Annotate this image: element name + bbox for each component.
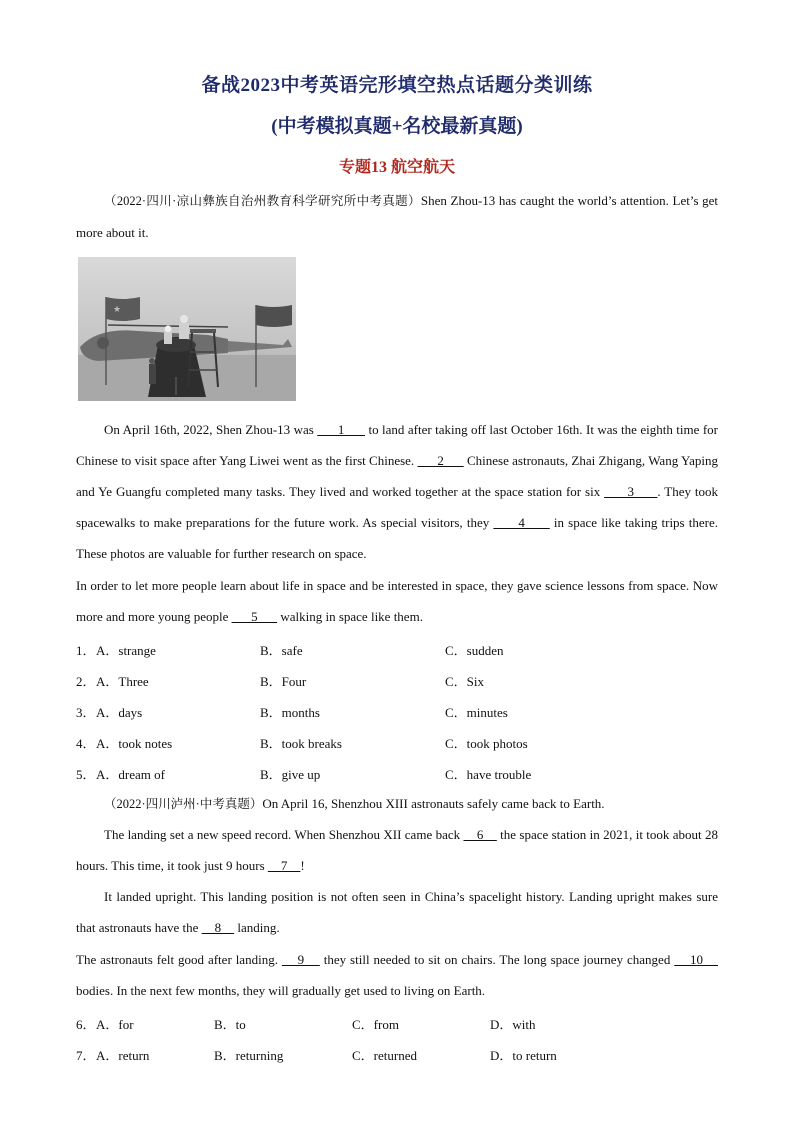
option-4b[interactable]: B．took breaks xyxy=(260,736,342,751)
document-title: 备战2023中考英语完形填空热点话题分类训练 xyxy=(201,75,593,96)
blank-7[interactable]: 7 xyxy=(267,858,301,873)
blank-2[interactable]: 2 xyxy=(417,453,464,468)
option-2c[interactable]: C．Six xyxy=(445,674,485,689)
question-row-6: 6． A．for B．to C．from D．with xyxy=(76,1014,718,1034)
option-6d[interactable]: D．with xyxy=(490,1017,536,1032)
option-2a[interactable]: A．Three xyxy=(96,674,149,689)
option-5a[interactable]: A．dream of xyxy=(96,767,165,782)
option-5b[interactable]: B．give up xyxy=(260,767,321,782)
option-1c[interactable]: C．sudden xyxy=(445,643,504,658)
blank-3[interactable]: 3 xyxy=(604,484,658,499)
question-row-4: 4． A．took notes B．took breaks C．took photos xyxy=(76,733,718,753)
question-row-5: 5． A．dream of B．give up C．have trouble xyxy=(76,764,718,784)
option-7c[interactable]: C．returned xyxy=(352,1048,417,1063)
option-5c[interactable]: C．have trouble xyxy=(445,767,532,782)
option-6b[interactable]: B．to xyxy=(214,1017,246,1032)
question-row-2: 2． A．Three B．Four C．Six xyxy=(76,671,718,691)
topic-heading: 专题13 航空航天 xyxy=(338,159,455,176)
spacecraft-landing-photo xyxy=(78,257,296,401)
passage1-paragraph1: On April 16th, 2022, Shen Zhou-13 was 1 to land after taking off last October 16th. It was the eighth time for Chinese to visit space after Yang Liwei went as the first Chinese. 2 Chinese astronauts, Zhai Zhigang, Wang Yaping and Ye Guangfu completed many tasks. They lived and worked together at the space station for six 3 . They took spacewalks to make preparations for the future work. As special visitors, they 4 in space like taking trips there. These photos are valuable for further research on space. xyxy=(76,422,719,561)
svg-text:★: ★ xyxy=(113,304,122,314)
question-row-7: 7． A．return B．returning C．returned D．to return xyxy=(76,1045,718,1065)
blank-6[interactable]: 6 xyxy=(463,827,497,842)
blank-10[interactable]: 10 xyxy=(674,952,718,967)
option-4a[interactable]: A．took notes xyxy=(96,736,173,751)
passage2-paragraph1: The landing set a new speed record. When Shenzhou XII came back 6 the space station in 2021, it took about 28 hours. This time, it took just 9 hours 7 ! xyxy=(76,827,718,873)
question-row-3: 3． A．days B．months C．minutes xyxy=(76,702,718,722)
option-7b[interactable]: B．returning xyxy=(214,1048,284,1063)
option-3b[interactable]: B．months xyxy=(260,705,320,720)
blank-1[interactable]: 1 xyxy=(317,422,366,437)
passage1-intro xyxy=(76,185,718,248)
blank-4[interactable]: 4 xyxy=(493,515,550,530)
passage1-intro-text: Shen Zhou-13 has caught the world’s attention. Let’s get more about it. xyxy=(76,193,719,240)
option-6a[interactable]: A．for xyxy=(96,1017,134,1032)
passage2-source: （2022·四川泸州·中考真题） xyxy=(104,797,263,811)
option-2b[interactable]: B．Four xyxy=(260,674,307,689)
document-subtitle: (中考模拟真题+名校最新真题) xyxy=(271,116,523,137)
passage2-intro-text: On April 16, Shenzhou XIII astronauts safely came back to Earth. xyxy=(262,796,605,811)
passage2-paragraph2: It landed upright. This landing position is not often seen in China’s spacelight history. Landing upright makes sure that astronauts have the 8 landing. xyxy=(76,889,718,935)
option-3a[interactable]: A．days xyxy=(96,705,143,720)
passage1-paragraph2: In order to let more people learn about life in space and be interested in space, they gave science lessons from space. Now more and more young people 5 walking in space like them. xyxy=(76,578,718,624)
blank-9[interactable]: 9 xyxy=(281,952,320,967)
passage2-intro xyxy=(76,788,718,820)
option-1a[interactable]: A．strange xyxy=(96,643,156,658)
blank-5[interactable]: 5 xyxy=(231,609,278,624)
passage2-paragraph3: The astronauts felt good after landing. 9 they still needed to sit on chairs. The long space journey changed 10 bodies. In the next few months, they will gradually get used to living on Earth. xyxy=(76,952,718,998)
option-6c[interactable]: C．from xyxy=(352,1017,399,1032)
option-4c[interactable]: C．took photos xyxy=(445,736,528,751)
option-3c[interactable]: C．minutes xyxy=(445,705,508,720)
passage1-source: （2022·四川·凉山彝族自治州教育科学研究所中考真题） xyxy=(104,194,421,208)
question-row-1: 1． A．strange B．safe C．sudden xyxy=(76,640,718,660)
option-7a[interactable]: A．return xyxy=(96,1048,150,1063)
option-1b[interactable]: B．safe xyxy=(260,643,303,658)
option-7d[interactable]: D．to return xyxy=(490,1048,557,1063)
blank-8[interactable]: 8 xyxy=(201,920,235,935)
